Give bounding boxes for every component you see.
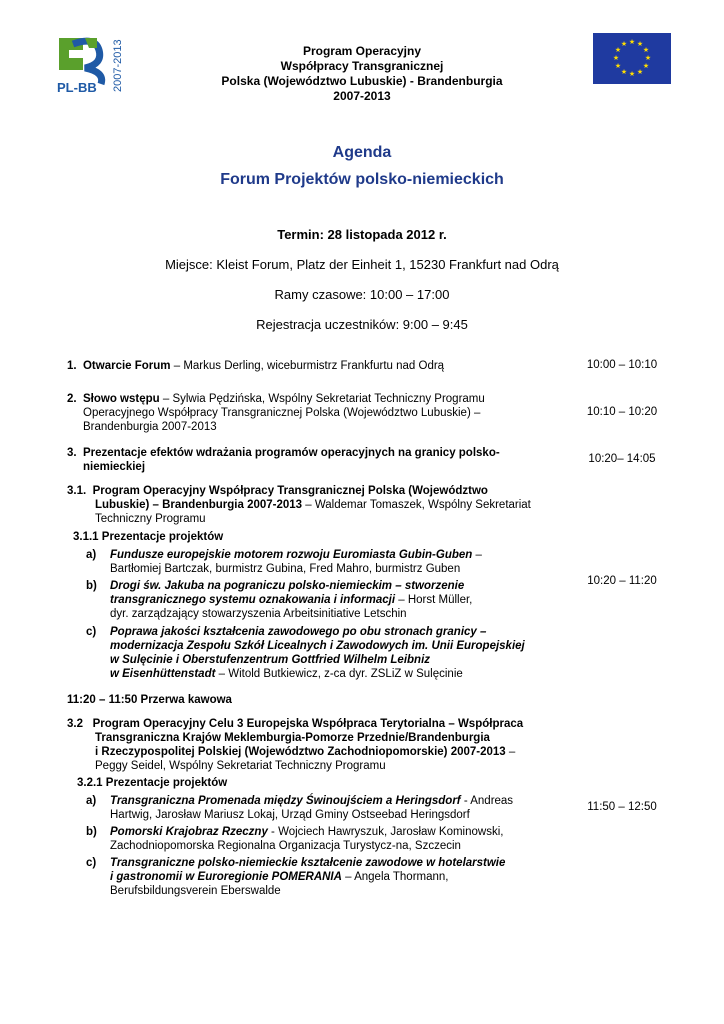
agenda-item-3-1: [67, 484, 562, 526]
event-venue: Miejsce: Kleist Forum, Platz der Einheit 1, 15230 Frankfurt nad Odrą: [165, 257, 559, 272]
item-3-2-b-org: Zachodniopomorska Regionalna Organizacja Turystycz-na, Szczecin: [110, 840, 461, 852]
item-3-1-c-label: c): [86, 626, 97, 638]
page-subtitle: Forum Projektów polsko-niemieckich: [220, 171, 504, 188]
agenda-item-1: [67, 359, 562, 373]
item-3-1-c-title-1: Poprawa jakości kształcenia zawodowego po obu stronach granicy –: [110, 626, 487, 638]
item-3-1-a-speaker: Bartłomiej Bartczak, burmistrz Gubina, Fred Mahro, burmistrz Guben: [110, 563, 461, 575]
page-title: Agenda: [332, 144, 392, 161]
item-2-title: Słowo wstępu: [82, 393, 160, 405]
svg-text:★: ★: [628, 70, 636, 78]
item-3-1-b-label: b): [86, 580, 97, 592]
header-line-1: Program Operacyjny: [302, 44, 422, 58]
item-2-number: 2.: [67, 393, 77, 405]
item-3-2-a-speaker-2: Hartwig, Jarosław Mariusz Lokaj, Urząd Gminy Ostseebad Heringsdorf: [110, 809, 470, 821]
svg-text:★: ★: [612, 54, 620, 62]
item-3-number: 3.: [67, 447, 77, 459]
item-3-1-b-speaker: – Horst Müller,: [395, 594, 473, 606]
svg-text:★: ★: [642, 46, 650, 54]
item-3-1-line-1: Program Operacyjny Współpracy Transgranicznej Polska (Województwo: [92, 485, 488, 497]
eu-stars-icon: [593, 33, 671, 84]
item-3-1-a-dash: –: [472, 549, 482, 561]
item-3-1-b-org: dyr. zarządzający stowarzyszenia Arbeitsinitiative Letschin: [110, 608, 407, 620]
item-3-2-line-2: Transgraniczna Krajów Meklemburgia-Pomorze Przednie/Brandenburgia: [95, 732, 490, 744]
eu-flag: [593, 33, 671, 84]
pl-bb-logo-icon: [55, 34, 135, 96]
item-3-1-a: [110, 548, 562, 576]
item-3-1-1-heading: 3.1.1 Prezentacje projektów: [73, 531, 224, 543]
item-3-1-line-2-speaker: – Waldemar Tomaszek, Wspólny Sekretariat: [302, 499, 531, 511]
svg-text:★: ★: [642, 62, 650, 70]
item-1-speaker: – Markus Derling, wiceburmistrz Frankfurtu nad Odrą: [170, 360, 445, 372]
item-3-2-time: 11:50 – 12:50: [587, 801, 657, 813]
item-3-2-c: [110, 856, 562, 898]
item-3-2-c-title-1: Transgraniczne polsko-niemieckie kształcenie zawodowe w hotelarstwie: [110, 857, 506, 869]
item-3-time: 10:20– 14:05: [588, 453, 656, 465]
item-3-2-b-label: b): [86, 826, 97, 838]
item-3-1-b-title-2: transgranicznego systemu oznakowania i informacji: [110, 594, 396, 606]
svg-text:★: ★: [620, 40, 628, 48]
item-3-1-c-title-3: w Sulęcinie i Oberstufenzentrum Gottfried Wilhelm Leibniz: [110, 654, 431, 666]
item-3-1-line-2-title: Lubuskie) – Brandenburgia 2007-2013: [95, 499, 303, 511]
item-3-1-b: [110, 579, 562, 621]
svg-text:★: ★: [620, 68, 628, 76]
agenda-item-3: [67, 446, 562, 474]
item-3-2-line-3-dash: –: [505, 746, 516, 758]
svg-text:★: ★: [636, 68, 644, 76]
item-3-1-c: [110, 625, 562, 681]
item-3-2-number: 3.2: [67, 718, 83, 730]
item-3-2-b-speaker: - Wojciech Hawryszuk, Jarosław Kominowski,: [267, 826, 504, 838]
item-3-2-a-speaker: - Andreas: [460, 795, 514, 807]
logo-brand-text: PL-BB: [57, 80, 97, 95]
item-3-1-a-label: a): [86, 549, 97, 561]
item-3-1-c-title-2: modernizacja Zespołu Szkół Licealnych i Zawodowych im. Unii Europejskiej: [110, 640, 525, 652]
item-3-2-a-title: Transgraniczna Promenada między Świnoujściem a Heringsdorf: [110, 795, 461, 807]
item-3-2-a: [110, 794, 562, 822]
item-3-1-number: 3.1.: [67, 485, 87, 497]
item-2-line-1: – Sylwia Pędzińska, Wspólny Sekretariat Techniczny Programu: [159, 393, 485, 405]
item-3-line-2: niemieckiej: [83, 461, 146, 473]
svg-text:★: ★: [614, 62, 622, 70]
item-3-2-c-title-2: i gastronomii w Euroregionie POMERANIA: [110, 871, 342, 883]
item-3-1-b-title-1: Drogi św. Jakuba na pograniczu polsko-niemieckim – stworzenie: [110, 580, 465, 592]
program-header: [150, 44, 574, 104]
pl-bb-logo: [55, 34, 135, 96]
item-3-2-b-title: Pomorski Krajobraz Rzeczny: [110, 826, 268, 838]
coffee-break: 11:20 – 11:50 Przerwa kawowa: [67, 694, 232, 706]
item-2-time: 10:10 – 10:20: [586, 406, 658, 418]
agenda-item-3-2: [67, 717, 562, 773]
item-3-2-b: [110, 825, 562, 853]
item-3-2-line-1: Program Operacyjny Celu 3 Europejska Współpraca Terytorialna – Współpraca: [92, 718, 524, 730]
item-3-1-time: 10:20 – 11:20: [587, 575, 657, 587]
item-1-number: 1.: [67, 360, 77, 372]
svg-text:★: ★: [644, 54, 652, 62]
event-registration: Rejestracja uczestników: 9:00 – 9:45: [256, 317, 468, 332]
item-3-2-1-heading: 3.2.1 Prezentacje projektów: [77, 777, 228, 789]
event-date: Termin: 28 listopada 2012 r.: [277, 227, 447, 242]
item-3-2-line-3: i Rzeczypospolitej Polskiej (Województwo Zachodniopomorskie) 2007-2013: [95, 746, 506, 758]
item-3-1-line-3: Techniczny Programu: [95, 513, 206, 525]
item-3-2-line-4: Peggy Seidel, Wspólny Sekretariat Techniczny Programu: [95, 760, 386, 772]
item-3-1-a-title: Fundusze europejskie motorem rozwoju Euromiasta Gubin-Guben: [110, 549, 473, 561]
item-3-2-c-org: Berufsbildungsverein Eberswalde: [110, 885, 281, 897]
svg-text:★: ★: [628, 38, 636, 46]
item-1-time: 10:00 – 10:10: [586, 359, 658, 371]
item-3-line-1: Prezentacje efektów wdrażania programów operacyjnych na granicy polsko-: [82, 447, 500, 459]
item-1-title: Otwarcie Forum: [82, 360, 171, 372]
item-2-line-3: Brandenburgia 2007-2013: [83, 421, 217, 433]
header-line-4: 2007-2013: [333, 89, 391, 103]
svg-text:★: ★: [636, 40, 644, 48]
item-3-2-c-speaker: – Angela Thormann,: [341, 871, 449, 883]
item-3-1-c-title-4: w Eisenhüttenstadt: [110, 668, 216, 680]
agenda-item-2: [67, 392, 562, 434]
header-line-3: Polska (Województwo Lubuskie) - Brandenburgia: [221, 74, 503, 88]
svg-text:★: ★: [614, 46, 622, 54]
logo-years-text: 2007-2013: [112, 39, 124, 92]
item-2-line-2: Operacyjnego Współpracy Transgranicznej Polska (Województwo Lubuskie) –: [83, 407, 481, 419]
item-3-1-c-speaker: – Witold Butkiewicz, z-ca dyr. ZSLiZ w Sulęcinie: [215, 668, 463, 680]
header-line-2: Współpracy Transgranicznej: [280, 59, 444, 73]
event-timeframe: Ramy czasowe: 10:00 – 17:00: [274, 287, 450, 302]
item-3-2-c-label: c): [86, 857, 97, 869]
item-3-2-a-label: a): [86, 795, 97, 807]
